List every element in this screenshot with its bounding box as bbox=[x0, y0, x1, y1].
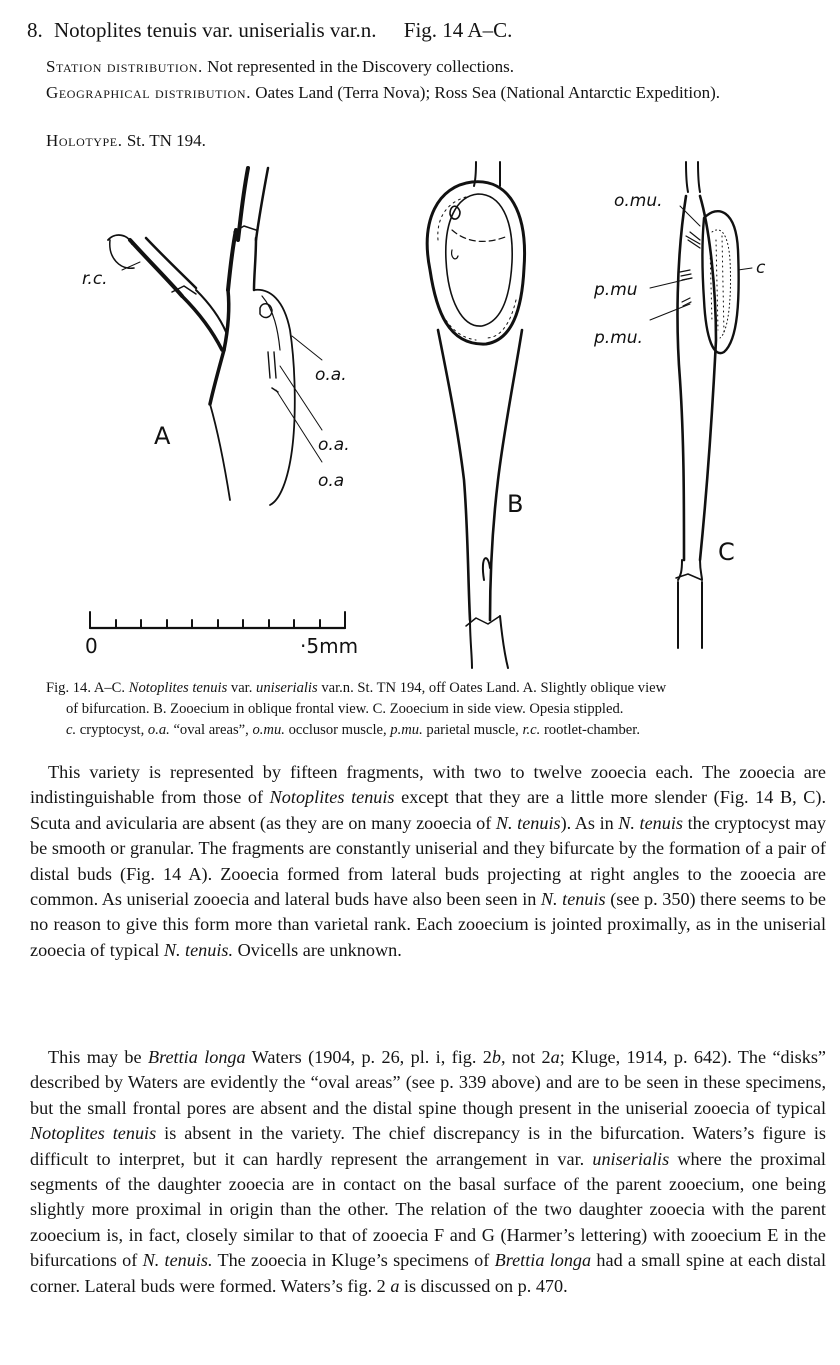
caption-genus: Notoplites tenuis bbox=[128, 680, 228, 696]
body-paragraph-1: This variety is represented by fifteen fragments, with two to twelve zooecia each. The zooecia are indistinguishable from those of Notoplites tenuis except that they are a little more slender (Fig. 14 B, C). Scuta and avicularia are absent (as they are on many zooecia of N. tenuis). As in N. tenuis the cryptocyst may be smooth or granular. The fragments are constantly uniserial and they bifurcate by the formation of a pair of distal buds (Fig. 14 A). Zooecia formed from lateral buds projecting at right angles to the zooecia are common. As uniserial zooecia and lateral buds have also been seen in N. tenuis (see p. 350) there seems to be no reason to give this form more than varietal rank. Each zooecium is jointed proximally, as in the uniserial zooecia of typical N. tenuis. Ovicells are unknown. bbox=[30, 762, 827, 960]
station-text: Not represented in the Discovery collections. bbox=[207, 57, 515, 76]
figure-14 bbox=[0, 160, 840, 675]
station-distribution bbox=[46, 56, 514, 77]
scale-zero: 0 bbox=[85, 634, 98, 658]
caption-abbr-pmu: p.mu. bbox=[390, 722, 423, 738]
label-oval-area-2: o.a. bbox=[318, 435, 350, 455]
panel-b-drawing bbox=[427, 162, 524, 668]
panel-label-c: C bbox=[718, 538, 735, 566]
label-parietal-muscle-1: p.mu bbox=[594, 280, 638, 300]
caption-fig-number: Fig. 14. A–C. bbox=[46, 680, 126, 696]
caption-variety: uniserialis bbox=[256, 680, 318, 696]
holotype-label: Holotype. bbox=[46, 131, 123, 150]
label-rootlet-chamber: r.c. bbox=[82, 269, 108, 289]
scale-bar bbox=[90, 612, 345, 628]
label-oval-area-3: o.a bbox=[318, 471, 345, 491]
caption-abbr-oa: o.a. bbox=[147, 722, 170, 738]
figure-reference: Fig. 14 A–C. bbox=[403, 18, 513, 42]
label-parietal-muscle-2: p.mu. bbox=[594, 328, 643, 348]
panel-c-drawing bbox=[650, 162, 752, 648]
section-heading bbox=[27, 18, 512, 43]
body-paragraph-2: This may be Brettia longa Waters (1904, p. 26, pl. i, fig. 2b, not 2a; Kluge, 1914, p. 642). The “disks” described by Waters are evidently the “oval areas” (see p. 339 above) and are to be seen in these specimens, but the small frontal pores are absent and the distal spine though present in the uniserial zooecia of typical Notoplites tenuis is absent in the variety. The chief discrepancy is in the bifurcation. Waters’s figure is difficult to interpret, but it can hardly represent the arrangement in var. uniserialis where the proximal segments of the daughter zooecia are in contact on the basal surface of the parent zooecium, one being slightly more proximal in origin than the other. The relation of the two daughter zooecia with the parent zooecium is, in fact, closely similar to that of zooecia F and G (Harmer’s lettering) with zooecium E in the bifurcations of N. tenuis. The zooecia in Kluge’s specimens of Brettia longa had a small spine at each distal corner. Lateral buds were formed. Waters’s fig. 2 a is discussed on p. 470. bbox=[30, 1047, 827, 1296]
caption-def-oa: “oval areas”, bbox=[173, 722, 249, 738]
caption-abbr-c: c. bbox=[66, 722, 77, 738]
caption-abbr-omu: o.mu. bbox=[252, 722, 285, 738]
caption-def-pmu: parietal muscle, bbox=[426, 722, 519, 738]
caption-line-3 bbox=[46, 720, 824, 741]
panel-label-a: A bbox=[154, 422, 171, 450]
caption-abbr-rc: r.c. bbox=[522, 722, 541, 738]
caption-def-c: cryptocyst, bbox=[79, 722, 145, 738]
figure-caption bbox=[46, 678, 824, 741]
caption-def-omu: occlusor muscle, bbox=[288, 722, 387, 738]
scale-end: ·5mm bbox=[300, 634, 359, 658]
caption-line-2: of bifurcation. B. Zooecium in oblique frontal view. C. Zooecium in side view. Opesia stippled. bbox=[66, 701, 624, 717]
geo-text: Oates Land (Terra Nova); Ross Sea (National Antarctic Expedition). bbox=[255, 83, 721, 102]
label-oval-area-1: o.a. bbox=[315, 365, 347, 385]
caption-var: var. bbox=[230, 680, 253, 696]
caption-locality: var.n. St. TN 194, off Oates Land. A. Slightly oblique view bbox=[321, 680, 667, 696]
holotype bbox=[46, 130, 206, 151]
geo-label: Geographical distribution. bbox=[46, 83, 252, 102]
caption-line-1 bbox=[46, 678, 824, 699]
station-label: Station distribution. bbox=[46, 57, 203, 76]
panel-a-drawing bbox=[108, 168, 322, 505]
taxon-title: Notoplites tenuis var. uniserialis var.n. bbox=[54, 18, 377, 42]
panel-label-b: B bbox=[507, 490, 524, 518]
section-number: 8. bbox=[27, 18, 43, 42]
label-occlusor-muscle: o.mu. bbox=[614, 191, 663, 211]
label-cryptocyst: c bbox=[756, 258, 766, 278]
holotype-text: St. TN 194. bbox=[126, 131, 206, 150]
geographical-distribution bbox=[46, 82, 836, 103]
caption-def-rc: rootlet-chamber. bbox=[543, 722, 640, 738]
